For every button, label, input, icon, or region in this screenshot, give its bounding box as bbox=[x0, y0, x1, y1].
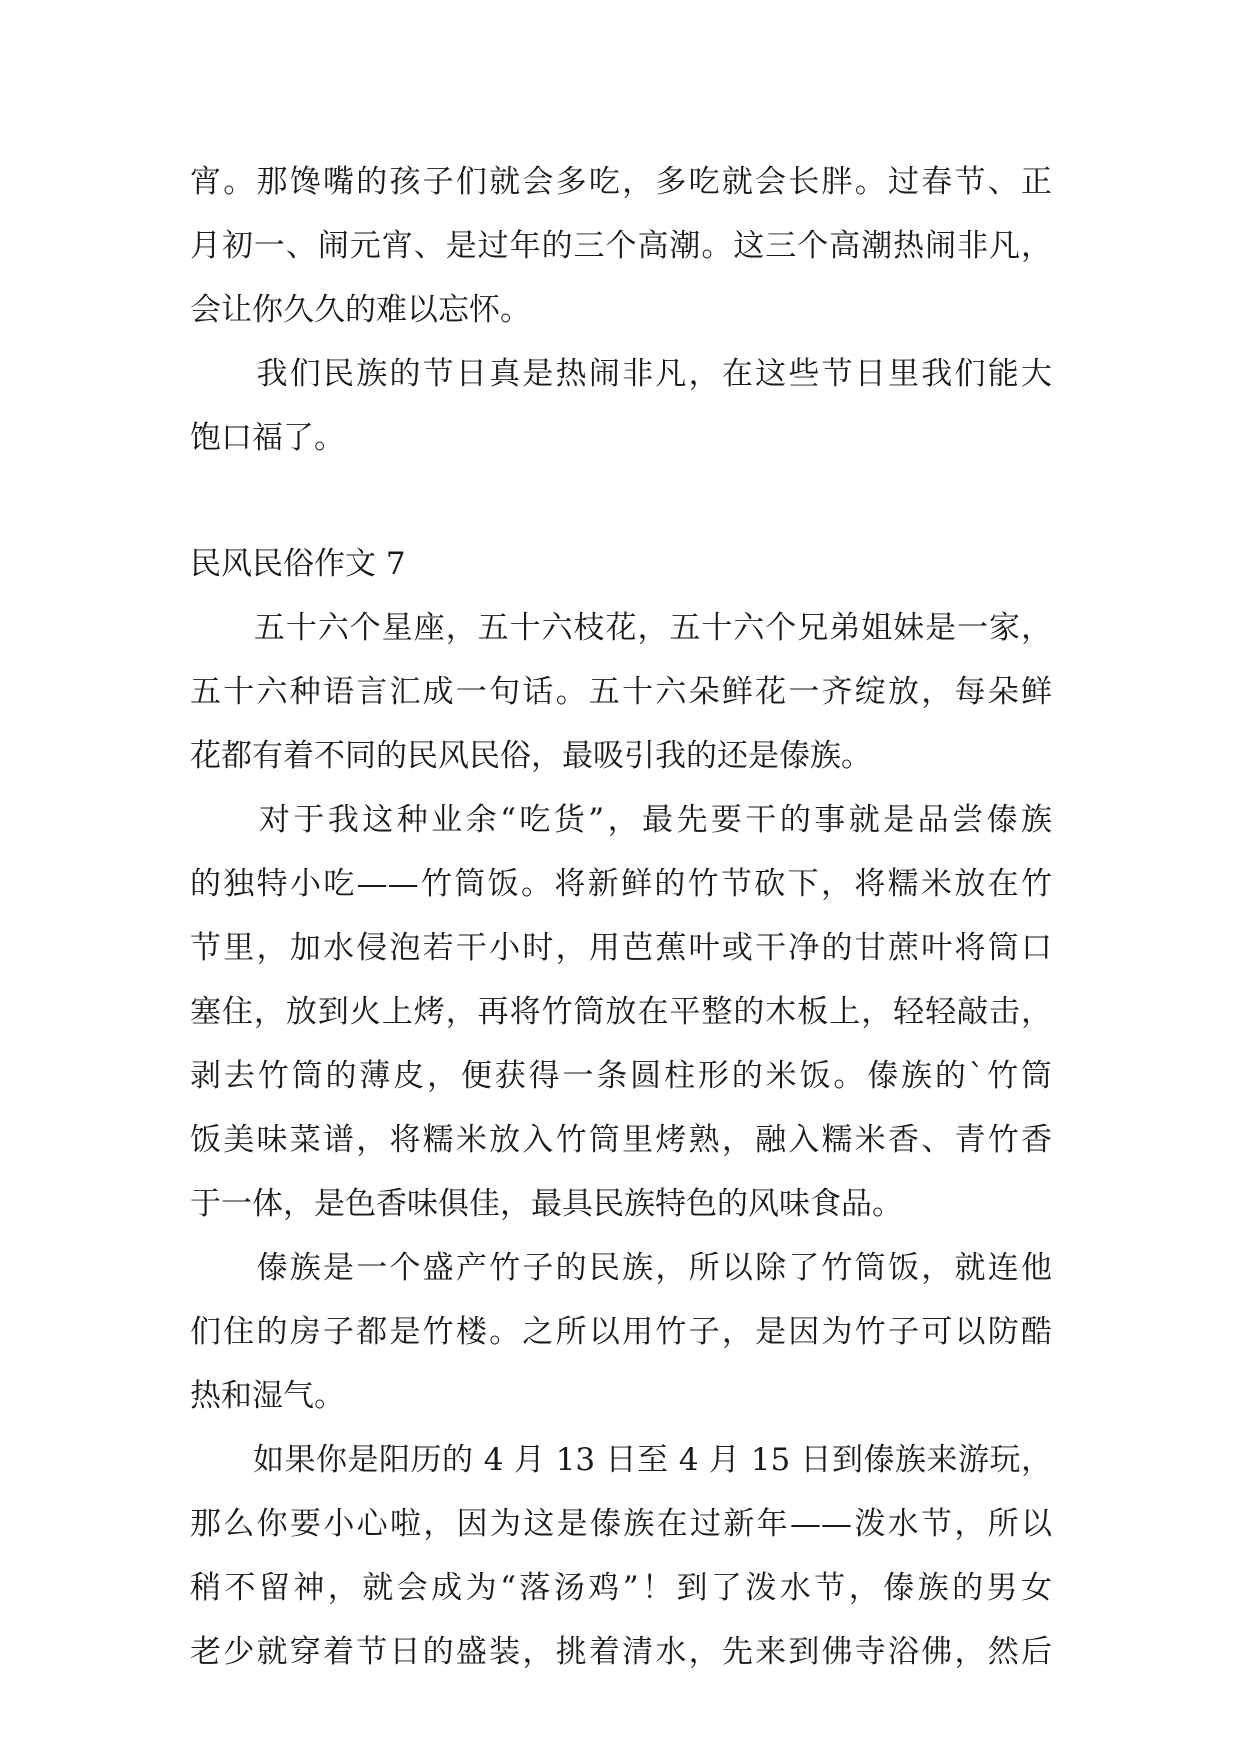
text-line: 稍不留神，就会成为“落汤鸡”！到了泼水节，傣族的男女 bbox=[190, 1570, 1052, 1606]
text-line: 宵。那馋嘴的孩子们就会多吃，多吃就会长胖。过春节、正 bbox=[190, 164, 1052, 200]
text-line: 的独特小吃——竹筒饭。将新鲜的竹节砍下，将糯米放在竹 bbox=[190, 866, 1052, 902]
paragraph bbox=[190, 342, 1052, 470]
text-line: 傣族是一个盛产竹子的民族，所以除了竹筒饭，就连他 bbox=[190, 1250, 1052, 1286]
text-line: 节里，加水侵泡若干小时，用芭蕉叶或干净的甘蔗叶将筒口 bbox=[190, 930, 1052, 966]
paragraph bbox=[190, 1236, 1052, 1428]
text-line: 于一体，是色香味俱佳，最具民族特色的风味食品。 bbox=[190, 1186, 903, 1222]
section-title: 民风民俗作文 7 bbox=[190, 546, 406, 582]
text-line: 饭美味菜谱，将糯米放入竹筒里烤熟，融入糯米香、青竹香 bbox=[190, 1122, 1052, 1158]
text-line: 会让你久久的难以忘怀。 bbox=[190, 292, 531, 328]
text-line: 们住的房子都是竹楼。之所以用竹子，是因为竹子可以防酷 bbox=[190, 1314, 1052, 1350]
text-line: 塞住，放到火上烤，再将竹筒放在平整的木板上，轻轻敲击， bbox=[190, 994, 1052, 1030]
text-line: 五十六个星座，五十六枝花，五十六个兄弟姐妹是一家， bbox=[190, 610, 1052, 646]
text-line: 老少就穿着节日的盛装，挑着清水，先来到佛寺浴佛，然后 bbox=[190, 1634, 1052, 1670]
paragraph bbox=[190, 1428, 1052, 1684]
paragraph bbox=[190, 788, 1052, 1236]
text-line: 剥去竹筒的薄皮，便获得一条圆柱形的米饭。傣族的`竹筒 bbox=[190, 1058, 1052, 1094]
text-line: 饱口福了。 bbox=[190, 420, 345, 456]
text-line: 热和湿气。 bbox=[190, 1378, 345, 1414]
paragraph bbox=[190, 150, 1052, 342]
document-page bbox=[190, 150, 1052, 1684]
paragraph bbox=[190, 596, 1052, 788]
section-gap bbox=[190, 470, 1052, 532]
text-line: 五十六种语言汇成一句话。五十六朵鲜花一齐绽放，每朵鲜 bbox=[190, 674, 1052, 710]
text-line: 花都有着不同的民风民俗，最吸引我的还是傣族。 bbox=[190, 738, 872, 774]
text-line: 那么你要小心啦，因为这是傣族在过新年——泼水节，所以 bbox=[190, 1506, 1052, 1542]
text-line: 如果你是阳历的 4 月 13 日至 4 月 15 日到傣族来游玩， bbox=[190, 1442, 1052, 1478]
text-line: 月初一、闹元宵、是过年的三个高潮。这三个高潮热闹非凡， bbox=[190, 228, 1052, 264]
text-line: 对于我这种业余“吃货”，最先要干的事就是品尝傣族 bbox=[190, 802, 1052, 838]
text-line: 我们民族的节日真是热闹非凡，在这些节日里我们能大 bbox=[190, 356, 1052, 392]
